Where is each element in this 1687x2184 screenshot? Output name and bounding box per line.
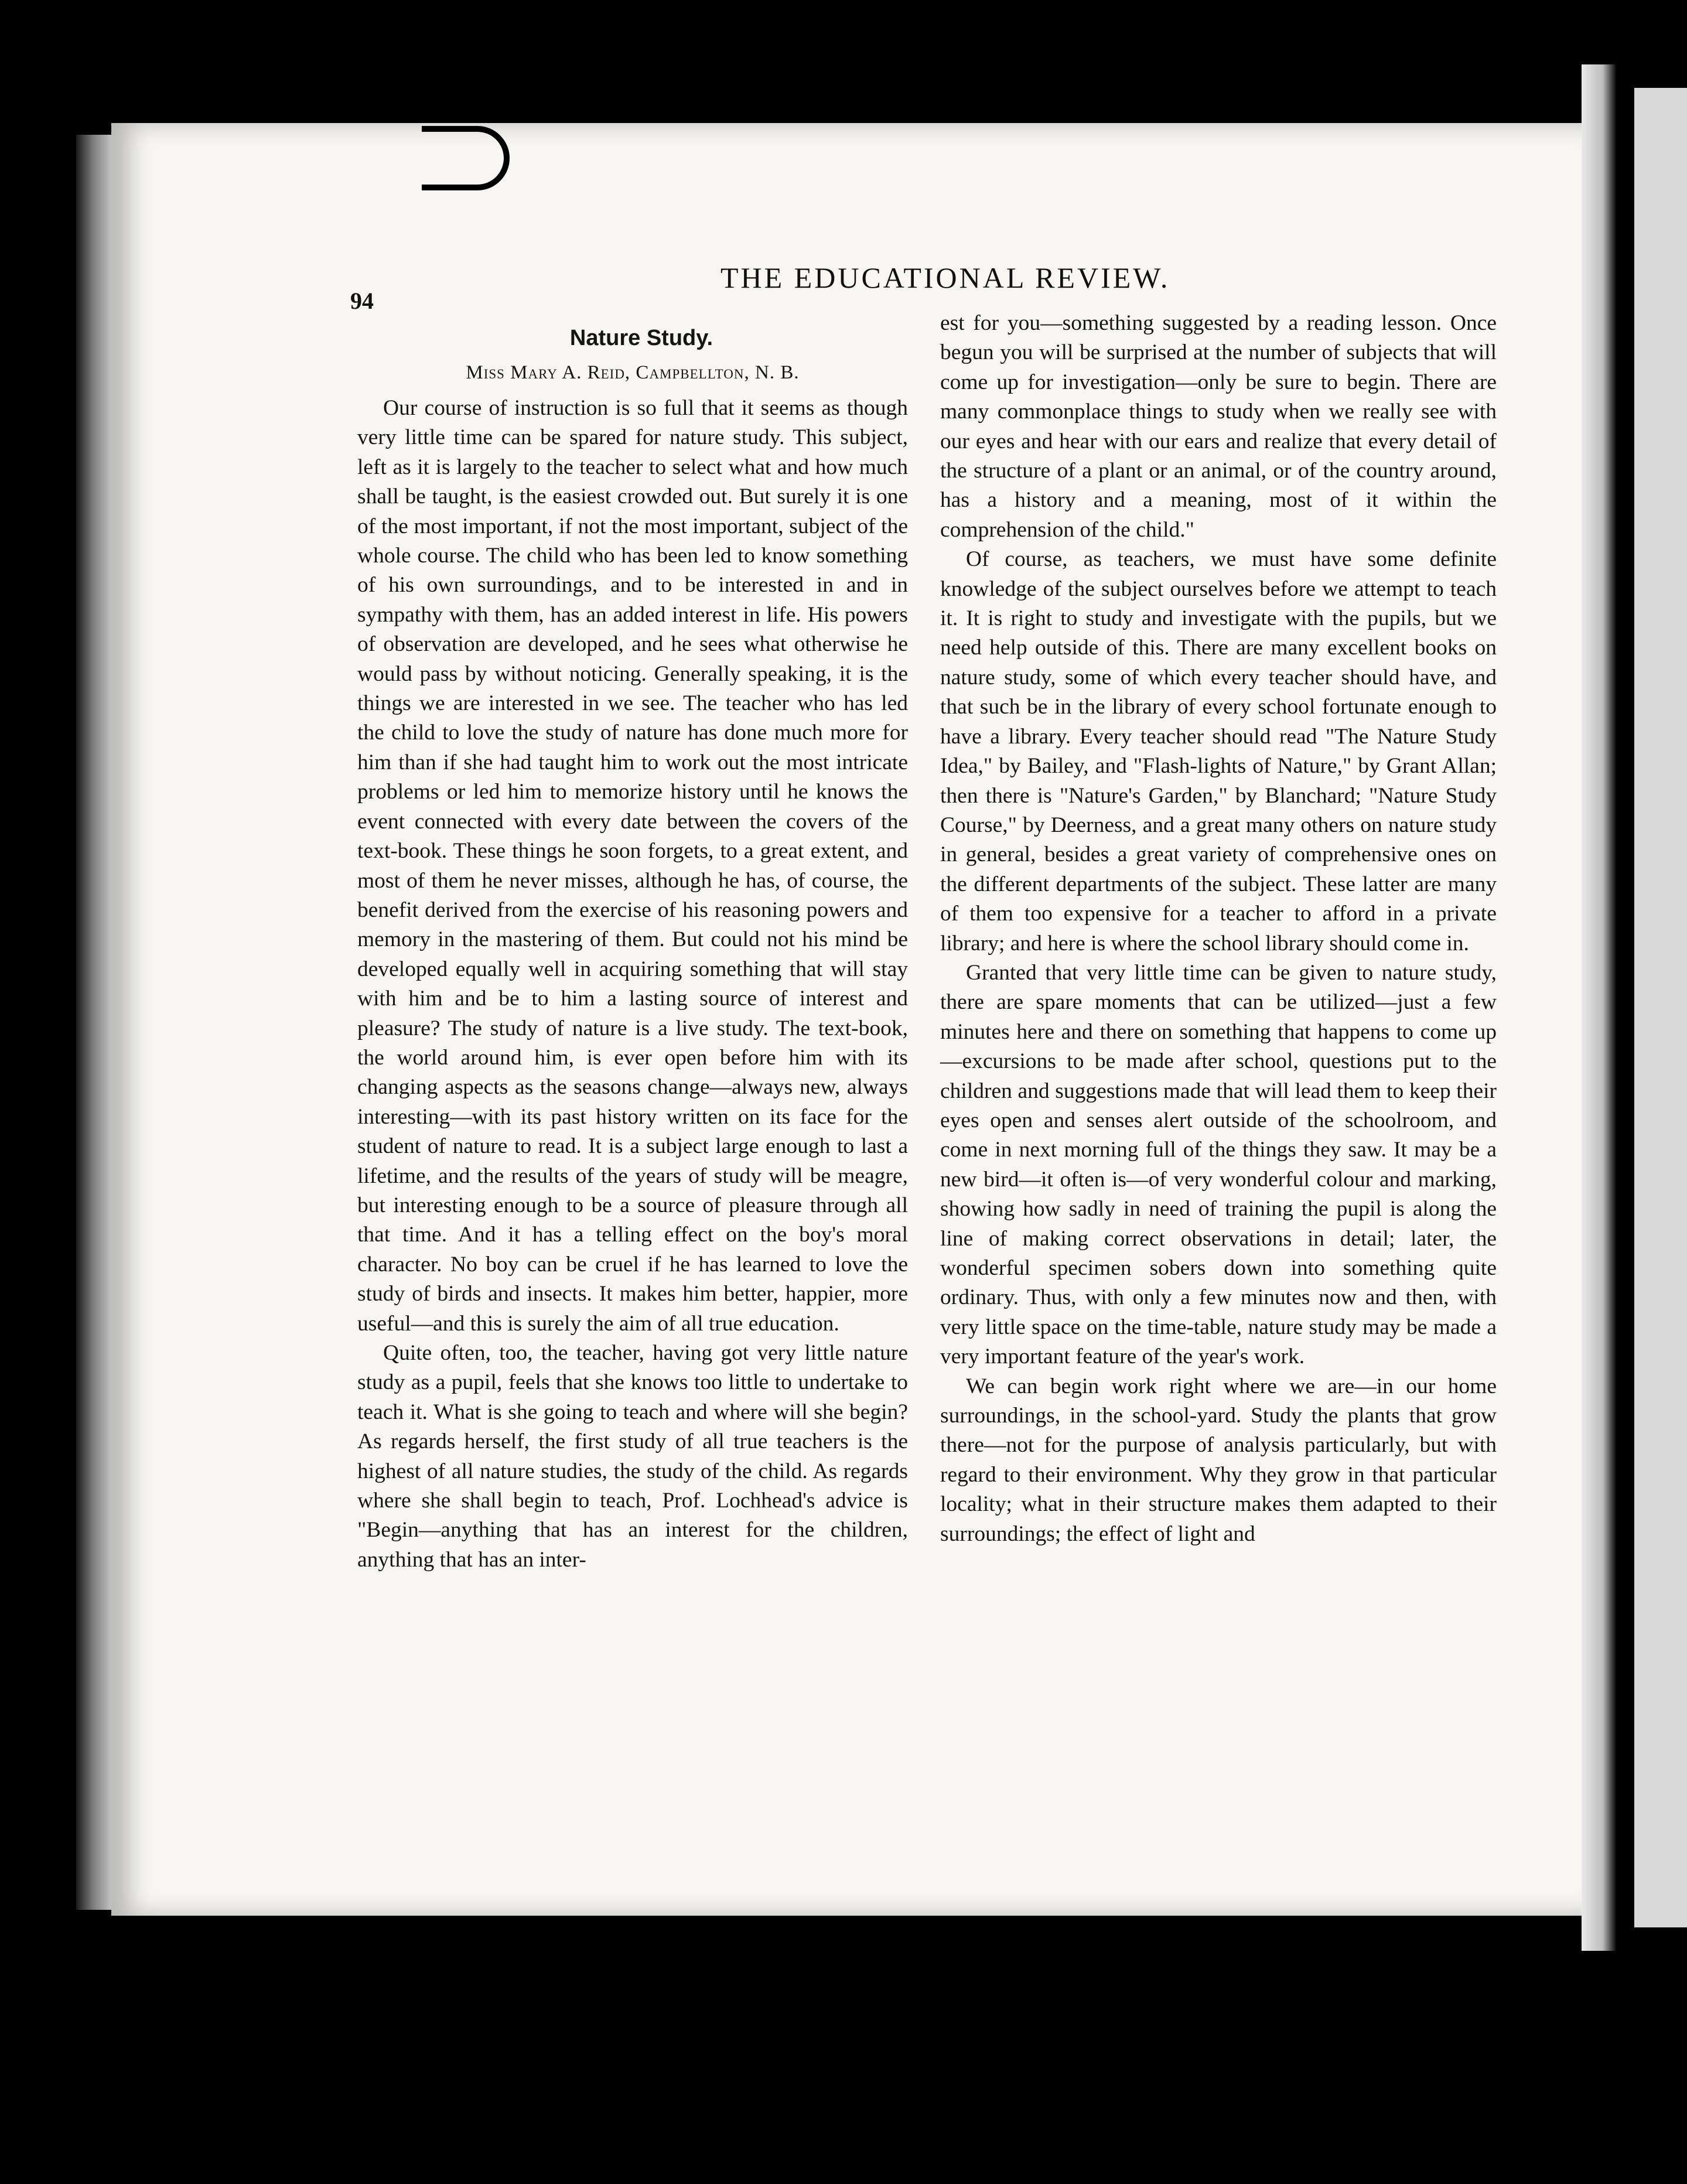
- book-page-stack-right: [1582, 64, 1617, 1951]
- paragraph: Granted that very little time can be given to nature study, there are spare moments that can be utilized—just a few minutes here and there on something that happens to come up—excursions to be made after school, questions put to the children and suggestions made that will lead them to keep their eyes open and senses alert outside of the schoolroom, and come in next morning full of the things they saw. It may be a new bird—it often is—of very wonderful colour and marking, showing how sadly in need of training the pupil is along the line of making correct observations in detail; later, the wonderful specimen sobers down into something quite ordinary. Thus, with only a few minutes now and then, with very little space on the time-table, nature study may be made a very important feature of the year's work.: [940, 960, 1497, 1369]
- article-byline: Miss Mary A. Reid, Campbellton, N. B.: [466, 362, 800, 383]
- binder-clip-icon: [422, 126, 510, 190]
- paragraph: Our course of instruction is so full that it seems as though very little time can be spared for nature study. This subject, left as it is largely to the teacher to select what and how much shall be taught, is the easiest crowded out. But surely it is one of the most important, if not the most important, subject of the whole course. The child who has been led to know something of his own surroundings, and to be interested in and in sympathy with them, has an added interest in life. His powers of observation are developed, and he sees what otherwise he would pass by without noticing. Generally speaking, it is the things we are interested in we see. The teacher who has led the child to love the study of nature has done much more for him than if she had taught him to work out the most intricate problems or led him to memorize history until he knows the event connected with every date between the covers of the text-book. These things he soon forgets, to a great extent, and most of them he never misses, although he has, of course, the benefit derived from the exercise of his reasoning powers and memory in the mastering of them. But could not his mind be developed equally well in acquiring something that will stay with him and be to him a lasting source of interest and pleasure? The study of nature is a live study. The text-book, the world around him, is ever open before him with its changing aspects as the seasons change—always new, always interesting—with its past history written on its face for the student of nature to read. It is a subject large enough to last a lifetime, and the results of the years of study will be meagre, but interesting enough to be a source of pleasure through all that time. And it has a telling effect on the boy's moral character. No boy can be cruel if he has learned to love the study of birds and insects. It makes him better, happier, more useful—and this is surely the aim of all true education.: [357, 396, 908, 1336]
- running-header: THE EDUCATIONAL REVIEW.: [720, 261, 1170, 294]
- paragraph: Of course, as teachers, we must have some definite knowledge of the subject ourselves before we attempt to teach it. It is right to study and investigate with the pupils, but we need help outside of this. There are many excellent books on nature study, some of which every teacher should have, and that such be in the library of every school fortunate enough to have a library. Every teacher should read "The Nature Study Idea," by Bailey, and "Flash-lights of Nature," by Grant Allan; then there is "Nature's Garden," by Blanchard; "Nature Study Course," by Deerness, and a great many others on nature study in general, besides a great variety of comprehensive ones on the different departments of the subject. These latter are many of them too expensive for a teacher to afford in a private library; and here is where the school library should come in.: [940, 547, 1497, 955]
- page-number: 94: [350, 288, 374, 314]
- article-title: Nature Study.: [569, 326, 713, 350]
- paragraph: est for you—something suggested by a reading lesson. Once begun you will be surprised at the number of subjects that will come up for investigation—only be sure to begin. There are many commonplace things to study when we really see with our eyes and hear with our ears and realize that every detail of the structure of a plant or an animal, or of the country around, has a history and a meaning, most of it within the comprehension of the child.": [940, 311, 1497, 542]
- left-column: [357, 323, 908, 1575]
- right-column: [940, 309, 1497, 1549]
- paragraph: Quite often, too, the teacher, having got very little nature study as a pupil, feels that she knows too little to undertake to teach it. What is she going to teach and where will she begin? As regards herself, the first study of all true teachers is the highest of all nature studies, the study of the child. As regards where she shall begin to teach, Prof. Lochhead's advice is "Begin—anything that has an interest for the children, anything that has an inter-: [357, 1341, 908, 1572]
- book-spine-band: [1634, 88, 1687, 1927]
- paragraph: We can begin work right where we are—in our home surroundings, in the school-yard. Study the plants that grow there—not for the purpose of analysis particularly, but with regard to their environment. Why they grow in that particular locality; what in their structure makes them adapted to their surroundings; the effect of light and: [940, 1374, 1497, 1546]
